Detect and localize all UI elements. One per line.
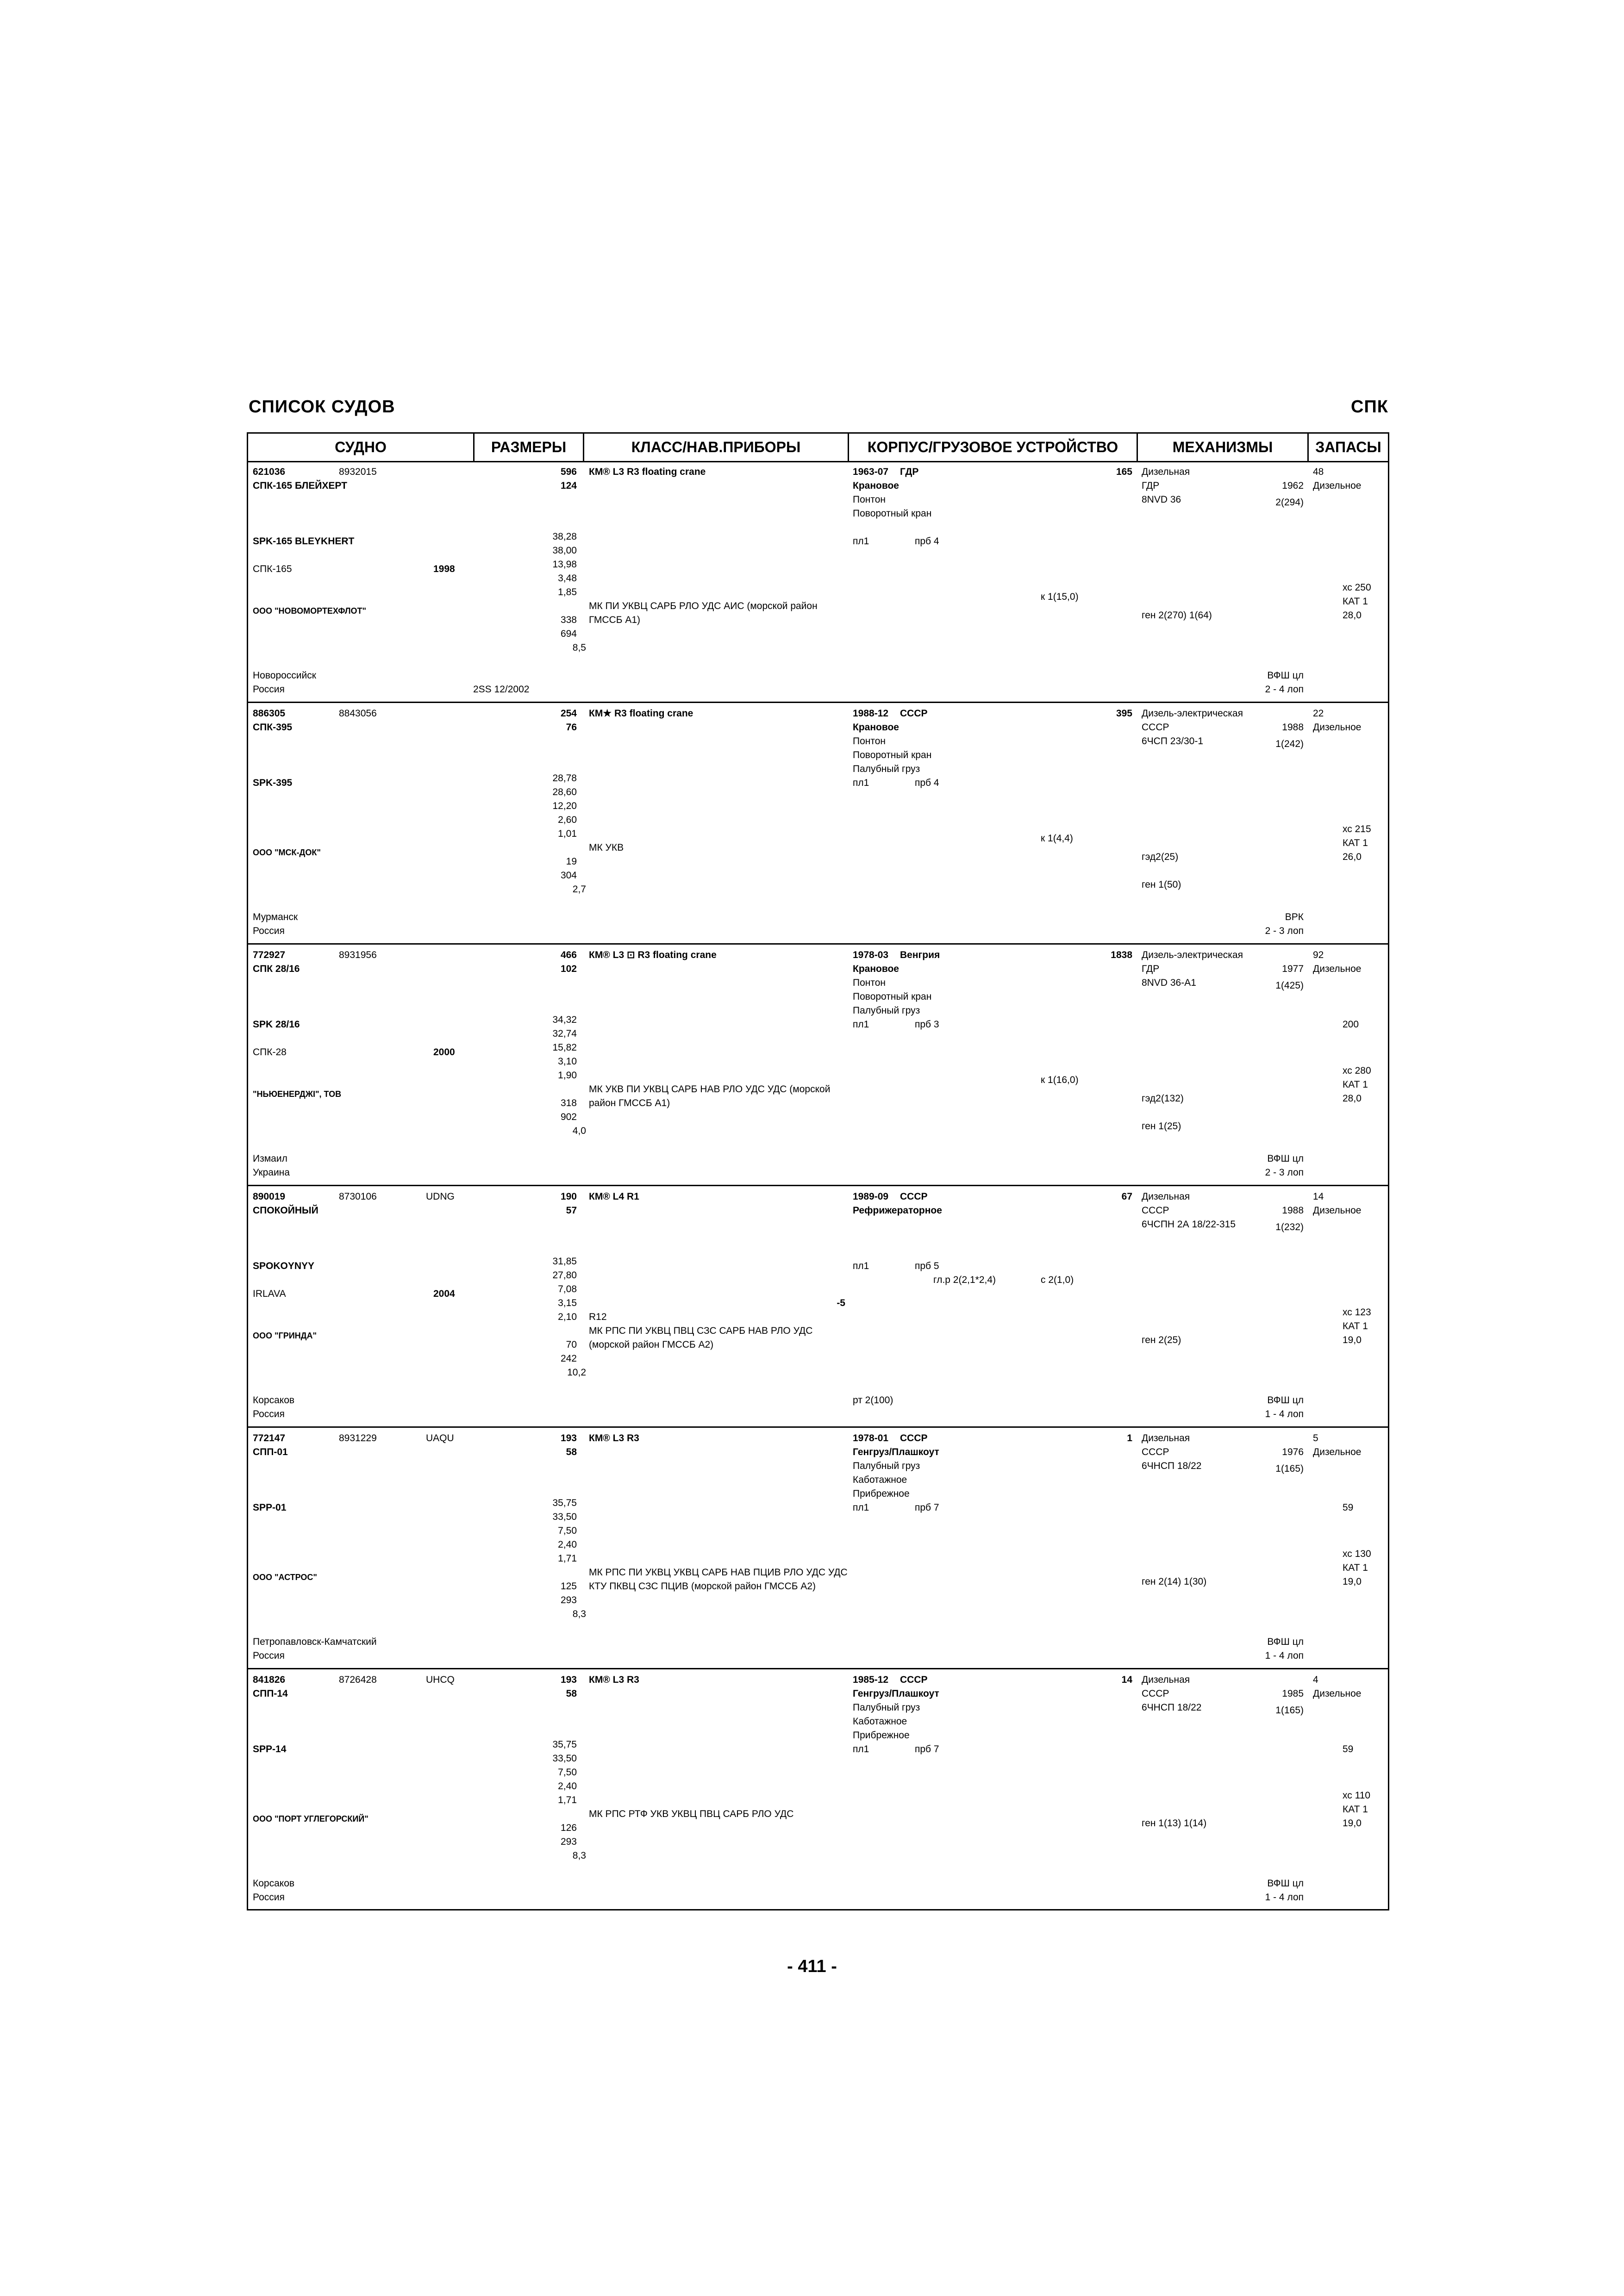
ship-record [248, 704, 1388, 945]
ship-table [247, 432, 1389, 1910]
draft: 1,01 [558, 828, 577, 839]
depth: 3,15 [558, 1298, 577, 1308]
hull-line-2: Каботажное [853, 1475, 907, 1485]
engine-country: СССР [1142, 1688, 1169, 1699]
table-header [248, 434, 1388, 462]
build-country: СССР [900, 1433, 928, 1444]
ship-record [248, 1429, 1388, 1669]
class-notation: КМ® L3 R3 floating crane [589, 467, 706, 477]
autonomy: 19,0 [1343, 1335, 1362, 1345]
ship-name: СПП-01 [253, 1447, 288, 1457]
range: хс 123 [1343, 1307, 1371, 1318]
ship-purpose: Крановое [853, 722, 899, 733]
owner: ООО "МСК-ДОК" [253, 848, 321, 857]
ship-purpose: Генгруз/Плашкоут [853, 1688, 939, 1699]
class-notation: КМ★ R3 floating crane [589, 708, 693, 719]
call-sign: UDNG [426, 1191, 455, 1202]
autonomy: 28,0 [1343, 610, 1362, 621]
build-country: ГДР [900, 467, 919, 477]
hull-line-2: Поворотный кран [853, 508, 932, 519]
length-overall: 28,78 [552, 773, 577, 784]
hull-number: 165 [1116, 467, 1132, 477]
decks: пл1 [853, 536, 869, 547]
net-tonnage: 102 [560, 964, 577, 974]
col-hull-header: КОРПУС/ГРУЗОВОЕ УСТРОЙСТВО [867, 439, 1118, 455]
engine-year: 1977 [1282, 964, 1304, 974]
engine-year: 1985 [1282, 1688, 1304, 1699]
flag-country: Россия [253, 926, 285, 936]
displacement: 293 [560, 1595, 577, 1605]
range: хс 215 [1343, 824, 1371, 834]
page-header [247, 397, 1391, 420]
flag-country: Россия [253, 1650, 285, 1661]
net-tonnage: 57 [566, 1205, 577, 1216]
fuel-type: Дизельное [1313, 722, 1362, 733]
engine-type: Дизель-электрическая [1142, 708, 1243, 719]
gross-tonnage: 466 [560, 950, 577, 960]
category: КАТ 1 [1343, 1079, 1368, 1090]
fuel-type: Дизельное [1313, 480, 1362, 491]
build-date: 1985-12 [853, 1674, 889, 1685]
engine-model: 8NVD 36 [1142, 494, 1181, 505]
engine-year: 1988 [1282, 722, 1304, 733]
rename-year: 2004 [433, 1288, 455, 1299]
owner: ООО "ПОРТ УГЛЕГОРСКИЙ" [253, 1814, 369, 1823]
ship-name: СПК 28/16 [253, 964, 300, 974]
hull-number: 14 [1121, 1674, 1132, 1685]
engine-country: СССР [1142, 1447, 1169, 1457]
flag-country: Украина [253, 1167, 290, 1178]
crew: 48 [1313, 467, 1324, 477]
engine-model: 6ЧНСП 18/22 [1142, 1702, 1202, 1713]
draft: 1,85 [558, 587, 577, 597]
hull-line-2: Поворотный кран [853, 750, 932, 760]
engine-country: СССР [1142, 722, 1169, 733]
engine-type: Дизельная [1142, 467, 1190, 477]
home-port: Петропавловск-Камчатский [253, 1636, 377, 1647]
ship-purpose: Крановое [853, 964, 899, 974]
cargo-gear-extra: с 2(1,0) [1041, 1275, 1074, 1285]
category: КАТ 1 [1343, 838, 1368, 848]
ship-name-latin: SPP-14 [253, 1744, 287, 1755]
engine-type: Дизель-электрическая [1142, 950, 1243, 960]
propeller-blades: 2 - 3 лоп [1265, 1167, 1304, 1178]
propeller: ВФШ цл [1267, 1636, 1304, 1647]
hull-line-2: Поворотный кран [853, 991, 932, 1002]
cranes: к 1(15,0) [1041, 591, 1079, 602]
ship-name-latin: SPP-01 [253, 1502, 287, 1513]
gross-tonnage: 193 [560, 1674, 577, 1685]
autonomy: 26,0 [1343, 852, 1362, 862]
breadth: 7,50 [558, 1767, 577, 1778]
generators-2: ген 1(50) [1142, 879, 1181, 890]
col-dims-header: РАЗМЕРЫ [491, 439, 567, 455]
registry-doc: 2SS 12/2002 [473, 684, 530, 695]
generators-2: ген 1(25) [1142, 1121, 1181, 1132]
depth: 2,60 [558, 815, 577, 825]
hull-line-1: Понтон [853, 977, 886, 988]
hull-number: 395 [1116, 708, 1132, 719]
length-overall: 34,32 [552, 1014, 577, 1025]
engine-country: СССР [1142, 1205, 1169, 1216]
ship-record [248, 946, 1388, 1186]
gross-tonnage: 193 [560, 1433, 577, 1444]
col-stock-header: ЗАПАСЫ [1315, 439, 1381, 455]
length-overall: 35,75 [552, 1498, 577, 1508]
speed: 2,7 [572, 884, 586, 895]
hull-number: 67 [1121, 1191, 1132, 1202]
engine-year: 1988 [1282, 1205, 1304, 1216]
generators: ген 1(13) 1(14) [1142, 1818, 1207, 1829]
class-notation: КМ® L3 R3 [589, 1674, 639, 1685]
propeller: ВРК [1285, 912, 1304, 922]
imo-number: 8730106 [339, 1191, 377, 1202]
holds: прб 3 [915, 1019, 939, 1030]
range: хс 250 [1343, 582, 1371, 593]
draft-mark: -5 [837, 1298, 845, 1308]
flag-country: Россия [253, 1409, 285, 1419]
hull-line-1: Палубный груз [853, 1702, 920, 1713]
imo-number: 8931956 [339, 950, 377, 960]
holds: прб 7 [915, 1744, 939, 1755]
cranes: к 1(4,4) [1041, 833, 1073, 844]
section-code: СПК [1351, 397, 1388, 417]
holds: прб 7 [915, 1502, 939, 1513]
depth: 3,48 [558, 573, 577, 584]
autonomy: 19,0 [1343, 1818, 1362, 1829]
engine-year: 1976 [1282, 1447, 1304, 1457]
former-name: СПК-28 [253, 1047, 287, 1058]
speed: 4,0 [572, 1126, 586, 1136]
breadth: 15,82 [552, 1042, 577, 1053]
net-tonnage: 58 [566, 1688, 577, 1699]
engine-power: 1(165) [1275, 1705, 1304, 1716]
displacement: 293 [560, 1836, 577, 1847]
propeller: ВФШ цл [1267, 1395, 1304, 1406]
length-pp: 33,50 [552, 1512, 577, 1522]
autonomy: 19,0 [1343, 1576, 1362, 1587]
decks: пл1 [853, 778, 869, 788]
call-sign: UAQU [426, 1433, 454, 1444]
engine-country: ГДР [1142, 964, 1160, 974]
decks: пл1 [853, 1019, 869, 1030]
engine-year: 1962 [1282, 480, 1304, 491]
depth: 2,40 [558, 1781, 577, 1792]
length-pp: 27,80 [552, 1270, 577, 1281]
imo-number: 8843056 [339, 708, 377, 719]
engine-power: 1(165) [1275, 1463, 1304, 1474]
propeller-blades: 2 - 3 лоп [1265, 926, 1304, 936]
nav-equipment: МК РПС ПИ УКВЦ УКВЦ САРБ НАВ ПЦИВ РЛО УДС УДС КТУ ПКВЦ СЗС ПЦИВ (морской район ГМССБ А2) [589, 1567, 848, 1592]
home-port: Новороссийск [253, 670, 316, 681]
breadth: 13,98 [552, 559, 577, 570]
draft: 1,71 [558, 1795, 577, 1805]
water-stock: 59 [1343, 1744, 1354, 1755]
crew: 4 [1313, 1674, 1318, 1685]
imo-number: 8932015 [339, 467, 377, 477]
hull-line-3: Прибрежное [853, 1730, 910, 1741]
engine-type: Дизельная [1142, 1191, 1190, 1202]
water-stock: 59 [1343, 1502, 1354, 1513]
deadweight: 338 [560, 615, 577, 625]
breadth: 7,08 [558, 1284, 577, 1294]
decks: пл1 [853, 1744, 869, 1755]
decks: пл1 [853, 1502, 869, 1513]
ship-name: СПК-395 [253, 722, 293, 733]
hull-number: 1838 [1111, 950, 1132, 960]
ship-name: СПП-14 [253, 1688, 288, 1699]
class-notation: КМ® L4 R1 [589, 1191, 639, 1202]
former-name: СПК-165 [253, 564, 292, 574]
nav-equipment: МК УКВ [589, 842, 624, 853]
build-country: СССР [900, 1191, 928, 1202]
decks: пл1 [853, 1261, 869, 1271]
crew: 22 [1313, 708, 1324, 719]
propeller-blades: 1 - 4 лоп [1265, 1650, 1304, 1661]
reg-number: 841826 [253, 1674, 286, 1685]
ship-record [248, 1670, 1388, 1911]
flag-country: Россия [253, 1892, 285, 1903]
nav-equipment: МК РПС ПИ УКВЦ ПВЦ СЗС САРБ НАВ РЛО УДС (морской район ГМССБ А2) [589, 1325, 813, 1350]
nav-equipment: МК РПС РТФ УКВ УКВЦ ПВЦ САРБ РЛО УДС [589, 1809, 794, 1819]
reg-number: 772147 [253, 1433, 286, 1444]
hatches: гл.р 2(2,1*2,4) [933, 1275, 996, 1285]
home-port: Мурманск [253, 912, 298, 922]
fuel-type: Дизельное [1313, 964, 1362, 974]
engine-model: 8NVD 36-A1 [1142, 977, 1196, 988]
fuel-type: Дизельное [1313, 1688, 1362, 1699]
col-mech-header: МЕХАНИЗМЫ [1172, 439, 1273, 455]
ship-name: СПК-165 БЛЕЙХЕРТ [253, 480, 347, 491]
nav-equipment: МК УКВ ПИ УКВЦ САРБ НАВ РЛО УДС УДС (морской район ГМССБ А1) [589, 1084, 831, 1108]
build-country: СССР [900, 708, 928, 719]
propeller-blades: 2 - 4 лоп [1265, 684, 1304, 695]
displacement: 304 [560, 870, 577, 881]
nav-equipment: МК ПИ УКВЦ САРБ РЛО УДС АИС (морской район ГМССБ А1) [589, 601, 818, 625]
gross-tonnage: 254 [560, 708, 577, 719]
depth: 2,40 [558, 1539, 577, 1550]
net-tonnage: 58 [566, 1447, 577, 1457]
ship-name: СПОКОЙНЫЙ [253, 1205, 319, 1216]
build-date: 1988-12 [853, 708, 889, 719]
category: КАТ 1 [1343, 1562, 1368, 1573]
category: КАТ 1 [1343, 596, 1368, 607]
build-country: Венгрия [900, 950, 940, 960]
water-stock: 200 [1343, 1019, 1359, 1030]
speed: 8,3 [572, 1850, 586, 1861]
draft: 1,71 [558, 1553, 577, 1564]
home-port: Корсаков [253, 1395, 295, 1406]
hull-line-3: Палубный груз [853, 1005, 920, 1016]
hull-line-3: Прибрежное [853, 1488, 910, 1499]
propeller: ВФШ цл [1267, 1153, 1304, 1164]
engine-model: 6ЧСПН 2А 18/22-315 [1142, 1219, 1236, 1230]
generators: ген 2(25) [1142, 1335, 1181, 1345]
owner: ООО "АСТРОС" [253, 1573, 317, 1582]
engine-power: 2(294) [1275, 497, 1304, 508]
category: КАТ 1 [1343, 1804, 1368, 1815]
reg-number: 621036 [253, 467, 286, 477]
ship-name-latin: SPK 28/16 [253, 1019, 300, 1030]
col-ship-header: СУДНО [335, 439, 387, 455]
net-tonnage: 76 [566, 722, 577, 733]
ship-purpose: Генгруз/Плашкоут [853, 1447, 939, 1457]
generators: гэд2(132) [1142, 1093, 1184, 1104]
nav-extra: R12 [589, 1312, 607, 1322]
hull-line-3: Палубный груз [853, 764, 920, 774]
class-notation: КМ® L3 ⊡ R3 floating crane [589, 950, 717, 960]
deadweight: 70 [566, 1339, 577, 1350]
build-date: 1978-01 [853, 1433, 889, 1444]
rename-year: 2000 [433, 1047, 455, 1058]
holds: прб 4 [915, 536, 939, 547]
fuel-type: Дизельное [1313, 1447, 1362, 1457]
hull-line-1: Понтон [853, 736, 886, 747]
deadweight: 318 [560, 1098, 577, 1108]
imo-number: 8931229 [339, 1433, 377, 1444]
owner: ООО "НОВОМОРТЕХФЛОТ" [253, 606, 367, 616]
build-date: 1989-09 [853, 1191, 889, 1202]
cargo-gear: рт 2(100) [853, 1395, 893, 1406]
engine-type: Дизельная [1142, 1674, 1190, 1685]
deadweight: 19 [566, 856, 577, 867]
rename-year: 1998 [433, 564, 455, 574]
cranes: к 1(16,0) [1041, 1075, 1079, 1085]
length-pp: 32,74 [552, 1028, 577, 1039]
engine-type: Дизельная [1142, 1433, 1190, 1444]
autonomy: 28,0 [1343, 1093, 1362, 1104]
flag-country: Россия [253, 684, 285, 695]
class-notation: КМ® L3 R3 [589, 1433, 639, 1444]
generators: ген 2(270) 1(64) [1142, 610, 1212, 621]
holds: прб 4 [915, 778, 939, 788]
displacement: 242 [560, 1353, 577, 1364]
length-overall: 35,75 [552, 1739, 577, 1750]
length-overall: 31,85 [552, 1256, 577, 1267]
displacement: 902 [560, 1112, 577, 1122]
net-tonnage: 124 [560, 480, 577, 491]
engine-country: ГДР [1142, 480, 1160, 491]
generators: ген 2(14) 1(30) [1142, 1576, 1207, 1587]
category: КАТ 1 [1343, 1321, 1368, 1332]
hull-line-1: Палубный груз [853, 1461, 920, 1471]
ship-name-latin: SPK-165 BLEYKHERT [253, 536, 355, 547]
hull-line-1: Понтон [853, 494, 886, 505]
hull-number: 1 [1127, 1433, 1132, 1444]
imo-number: 8726428 [339, 1674, 377, 1685]
crew: 92 [1313, 950, 1324, 960]
generators: гэд2(25) [1142, 852, 1179, 862]
range: хс 130 [1343, 1549, 1371, 1559]
fuel-type: Дизельное [1313, 1205, 1362, 1216]
ship-name-latin: SPK-395 [253, 778, 293, 788]
engine-power: 1(425) [1275, 980, 1304, 991]
ship-purpose: Рефрижераторное [853, 1205, 942, 1216]
gross-tonnage: 190 [560, 1191, 577, 1202]
length-pp: 38,00 [552, 545, 577, 556]
crew: 14 [1313, 1191, 1324, 1202]
engine-power: 1(232) [1275, 1222, 1304, 1232]
length-pp: 28,60 [552, 787, 577, 797]
draft: 2,10 [558, 1312, 577, 1322]
draft: 1,90 [558, 1070, 577, 1081]
range: хс 110 [1343, 1790, 1371, 1801]
propeller-blades: 1 - 4 лоп [1265, 1409, 1304, 1419]
propeller: ВФШ цл [1267, 670, 1304, 681]
ship-purpose: Крановое [853, 480, 899, 491]
home-port: Измаил [253, 1153, 287, 1164]
call-sign: UHCQ [426, 1674, 455, 1685]
page-title: СПИСОК СУДОВ [249, 397, 395, 417]
engine-model: 6ЧСП 23/30-1 [1142, 736, 1203, 747]
ship-name-latin: SPOKOYNYY [253, 1261, 315, 1271]
crew: 5 [1313, 1433, 1318, 1444]
build-date: 1963-07 [853, 467, 889, 477]
engine-model: 6ЧНСП 18/22 [1142, 1461, 1202, 1471]
page-number: - 411 - [787, 1957, 837, 1976]
hull-line-2: Каботажное [853, 1716, 907, 1727]
col-class-header: КЛАСС/НАВ.ПРИБОРЫ [631, 439, 801, 455]
reg-number: 890019 [253, 1191, 286, 1202]
engine-power: 1(242) [1275, 739, 1304, 749]
reg-number: 772927 [253, 950, 286, 960]
build-date: 1978-03 [853, 950, 889, 960]
ship-record [248, 1187, 1388, 1428]
deadweight: 125 [560, 1581, 577, 1592]
gross-tonnage: 596 [560, 467, 577, 477]
breadth: 7,50 [558, 1525, 577, 1536]
build-country: СССР [900, 1674, 928, 1685]
owner: "НЬЮЕНЕРДЖІ", ТОВ [253, 1089, 342, 1099]
reg-number: 886305 [253, 708, 286, 719]
speed: 8,5 [572, 642, 586, 653]
holds: прб 5 [915, 1261, 939, 1271]
owner: ООО "ГРИНДА" [253, 1331, 317, 1340]
depth: 3,10 [558, 1056, 577, 1067]
displacement: 694 [560, 628, 577, 639]
former-name: IRLAVA [253, 1288, 286, 1299]
range: хс 280 [1343, 1065, 1371, 1076]
speed: 8,3 [572, 1609, 586, 1619]
length-overall: 38,28 [552, 531, 577, 542]
propeller: ВФШ цл [1267, 1878, 1304, 1889]
length-pp: 33,50 [552, 1753, 577, 1764]
home-port: Корсаков [253, 1878, 295, 1889]
breadth: 12,20 [552, 801, 577, 811]
speed: 10,2 [567, 1367, 586, 1378]
deadweight: 126 [560, 1823, 577, 1833]
propeller-blades: 1 - 4 лоп [1265, 1892, 1304, 1903]
ship-record [248, 462, 1388, 703]
